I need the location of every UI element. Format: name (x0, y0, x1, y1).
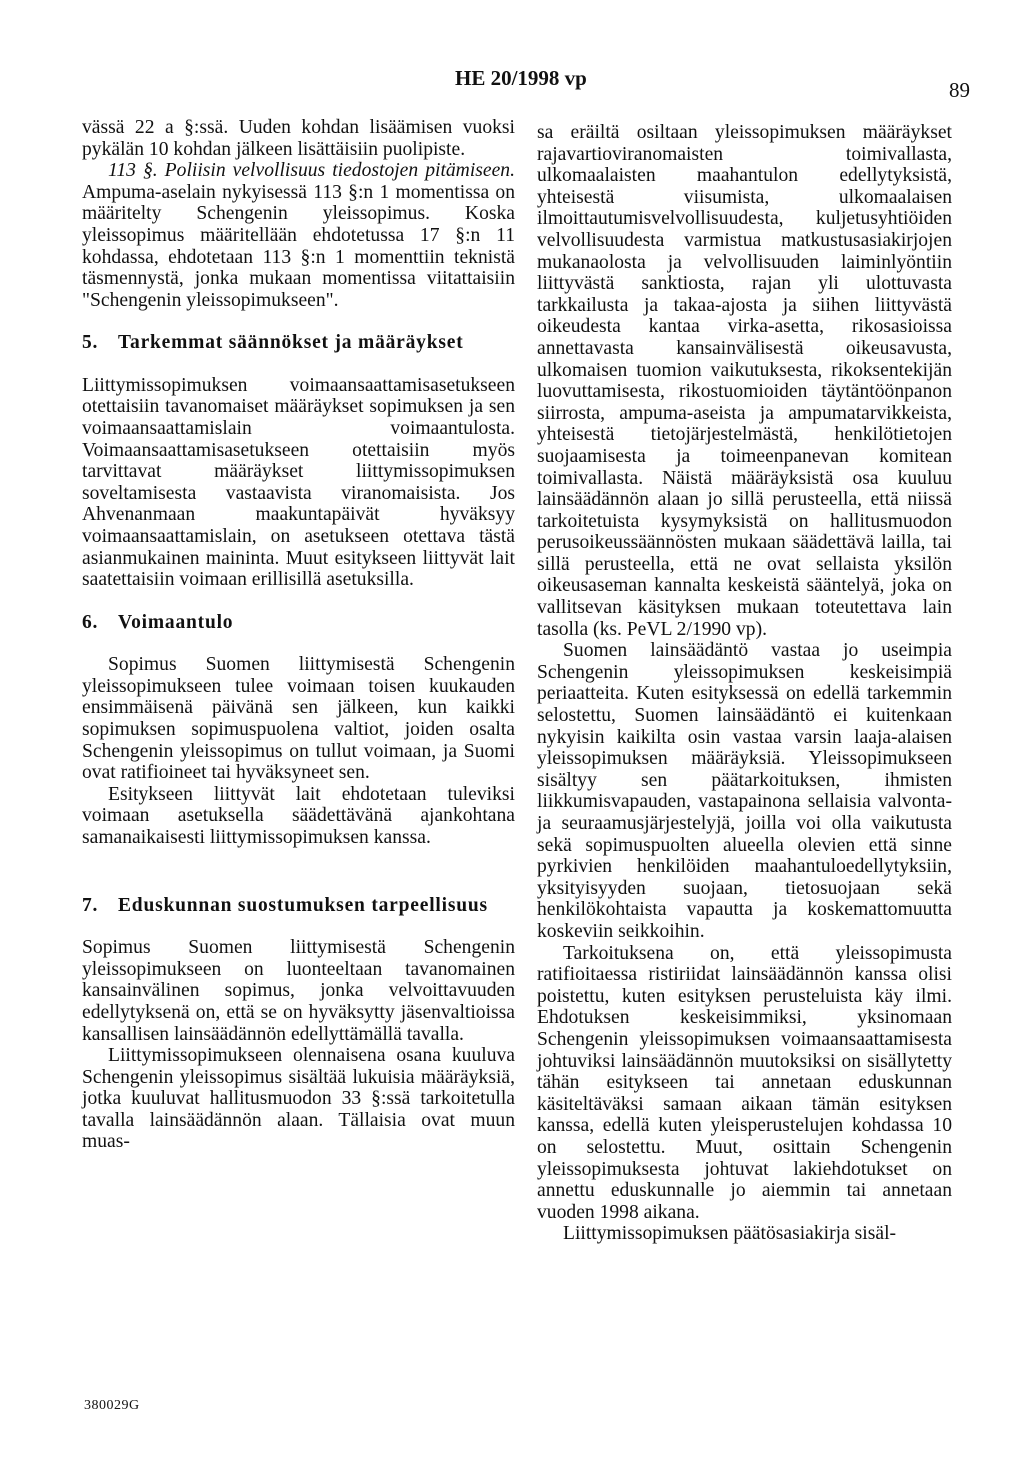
section-number: 5. (82, 332, 99, 354)
paragraph: sa eräiltä osiltaan yleissopimuksen määräykset rajavartioviranomaisten toimivallasta, ulkomaalaisten maahantulon edellytyksistä, yhteisestä viisumista, ulkomaalaisen ilmoittautumisvelvollisuudesta, kuljetusyhtiöiden velvollisuudesta varmistua matkustusasiakirjojen mukanaolosta ja velvollisuuden laiminlyöntiin liittyvästä sanktiosta, rajan yli ulottuvasta tarkkailusta ja takaa-ajosta ja siihen liittyvästä oikeudesta kantaa virka-asetta, rikosasioissa annettavasta kansainvälisestä oikeusavusta, ulkomaisen tuomion vaikutuksesta, rikoksentekijän luovuttamisesta, rikostuomioiden täytäntöönpanon siirrosta, ampuma-aseista ja ampumatarvikkeista, yhteisestä tietojärjestelmästä, henkilötietojen suojaamisesta ja toimeenpanevan komitean toimivallasta. Näistä määräyksistä osa kuuluu lainsäädännön alaan jo sillä perusteella, että niissä tarkoitetuista kysymyksistä on hallitusmuodon perusoikeussäännösten mukaan säädettävä lailla, tai sillä perusteella, että ne ovat sellaista yksilön oikeusaseman kannalta keskeistä sääntelyä, joka on vallitsevan käsityksen mukaan toteutettava lain tasolla (ks. PeVL 2/1990 vp). (537, 122, 952, 640)
section-title: Voimaantulo (118, 611, 234, 633)
page-header (0, 66, 1024, 102)
paragraph: Liittymissopimuksen päätösasiakirja sisäl- (563, 1223, 897, 1245)
paragraph-text: Ampuma-aselain nykyisessä 113 §:n 1 momentissa on määritelty Schengenin yleissopimus. Koska yleissopimus määritellään ehdotetussa 17 §:n 11 kohdassa, ehdotetaan 113 §:n 1 momenttiin teknistä täsmennystä, jonka mukaan momentissa viitattaisiin "Schengenin yleissopimukseen". (82, 181, 515, 311)
section-heading (82, 612, 515, 634)
section-title: Tarkemmat säännökset ja määräykset (118, 332, 464, 354)
paragraph: Liittymissopimukseen olennaisena osana kuuluva Schengenin yleissopimus sisältää lukuisia määräyksiä, jotka kuuluvat hallitusmuodon 33 §:ssä tarkoitetulla tavalla lainsäädännön alaan. Tällaisia ovat muun muas- (82, 1045, 515, 1153)
section-heading (82, 332, 515, 354)
section-number: 7. (82, 894, 99, 916)
paragraph: Esitykseen liittyvät lait ehdotetaan tuleviksi voimaan asetuksella säädettävänä ajankohtana samanaikaisesti liittymissopimuksen kanssa. (82, 783, 515, 849)
paragraph: Liittymissopimuksen voimaansaattamisasetukseen otettaisiin tavanomaiset määräykset sopimuksen ja sen voimaansaattamislain voimaantulosta. Voimaansaattamisasetukseen otettaisiin myös tarvittavat määräykset liittymissopimuksen soveltamisesta vastaavista viranomaisista. Jos Ahvenanmaan maakuntapäivät hyväksyy voimaansaattamislain, on asetukseen otettava tästä asianmukainen maininta. Muut esitykseen liittyvät lait saatettaisiin voimaan erillisillä asetuksilla. (82, 374, 515, 591)
paragraph: Suomen lainsäädäntö vastaa jo useimpia Schengenin yleissopimuksen keskeisimpiä periaatteita. Kuten esityksessä on edellä tarkemmin selostettu, Suomen lainsäädäntö ei kuitenkaan nykyisin kaikilta osin vastaa varsin laaja-alaisen yleissopimuksen määräyksiä. Yleissopimukseen sisältyy sen päätarkoituksen, ihmisten liikkumisvapauden, vastapainona sellaisia valvonta- ja seuraamusjärjestelyjä, joilla voi olla vaikutusta sekä sopimuspuolten alueella olevien että sinne pyrkivien henkilöiden maahantuloedellytyksiin, yksityisyyden suojaan, tietosuojaan sekä henkilökohtaista vapautta ja koskemattomuutta koskeviin seikkoihin. (537, 640, 952, 942)
paragraph: vässä 22 a §:ssä. Uuden kohdan lisäämisen vuoksi pykälän 10 kohdan jälkeen lisättäisiin puolipiste. (82, 117, 515, 160)
section-heading (82, 895, 515, 917)
section-lead: 113 §. Poliisin velvollisuus tiedostojen pitämiseen. (108, 160, 515, 182)
page-number: 89 (949, 78, 970, 102)
section-title: Eduskunnan suostumuksen tarpeellisuus (118, 894, 488, 916)
paragraph: Tarkoituksena on, että yleissopimusta ratifioitaessa ristiriidat lainsäädännön kanssa olisi poistettu, kuten esityksen perusteluista käy ilmi. Ehdotuksen keskeisimmiksi, yksinomaan Schengenin yleissopimuksen voimaansaattamisesta johtuviksi lainsäädännön muutoksiksi on sisällytetty tähän esitykseen tai annetaan eduskunnan käsiteltäväksi samaan aikaan tämän esityksen kanssa, edellä kuten yleisperustelujen kohdassa 10 on selostettu. Muut, osittain Schengenin yleissopimuksesta johtuvat lakiehdotukset on annettu eduskunnalle jo aiemmin tai annetaan vuoden 1998 aikana. (537, 942, 952, 1223)
footer-code: 380029G (84, 1398, 140, 1413)
section-number: 6. (82, 611, 99, 633)
paragraph: Sopimus Suomen liittymisestä Schengenin yleissopimukseen on luonteeltaan tavanomainen kansainvälinen sopimus, jonka velvoittavuuden edellytyksenä on, että se on hyväksytty jäsenvaltioissa kansallisen lainsäädännön edellyttämällä tavalla. (82, 937, 515, 1045)
paragraph: Sopimus Suomen liittymisestä Schengenin yleissopimukseen tulee voimaan toisen kuukauden ensimmäisenä päivänä sen jälkeen, kun kaikki sopimuksen sopimuspuolena valtiot, joiden osalta Schengenin yleissopimus on tullut voimaan, ja Suomi ovat ratifioineet tai hyväksyneet sen. (82, 654, 515, 784)
left-column (82, 117, 515, 1153)
document-id: HE 20/1998 vp (455, 66, 587, 90)
paragraph (82, 160, 515, 311)
right-column (537, 122, 952, 1245)
